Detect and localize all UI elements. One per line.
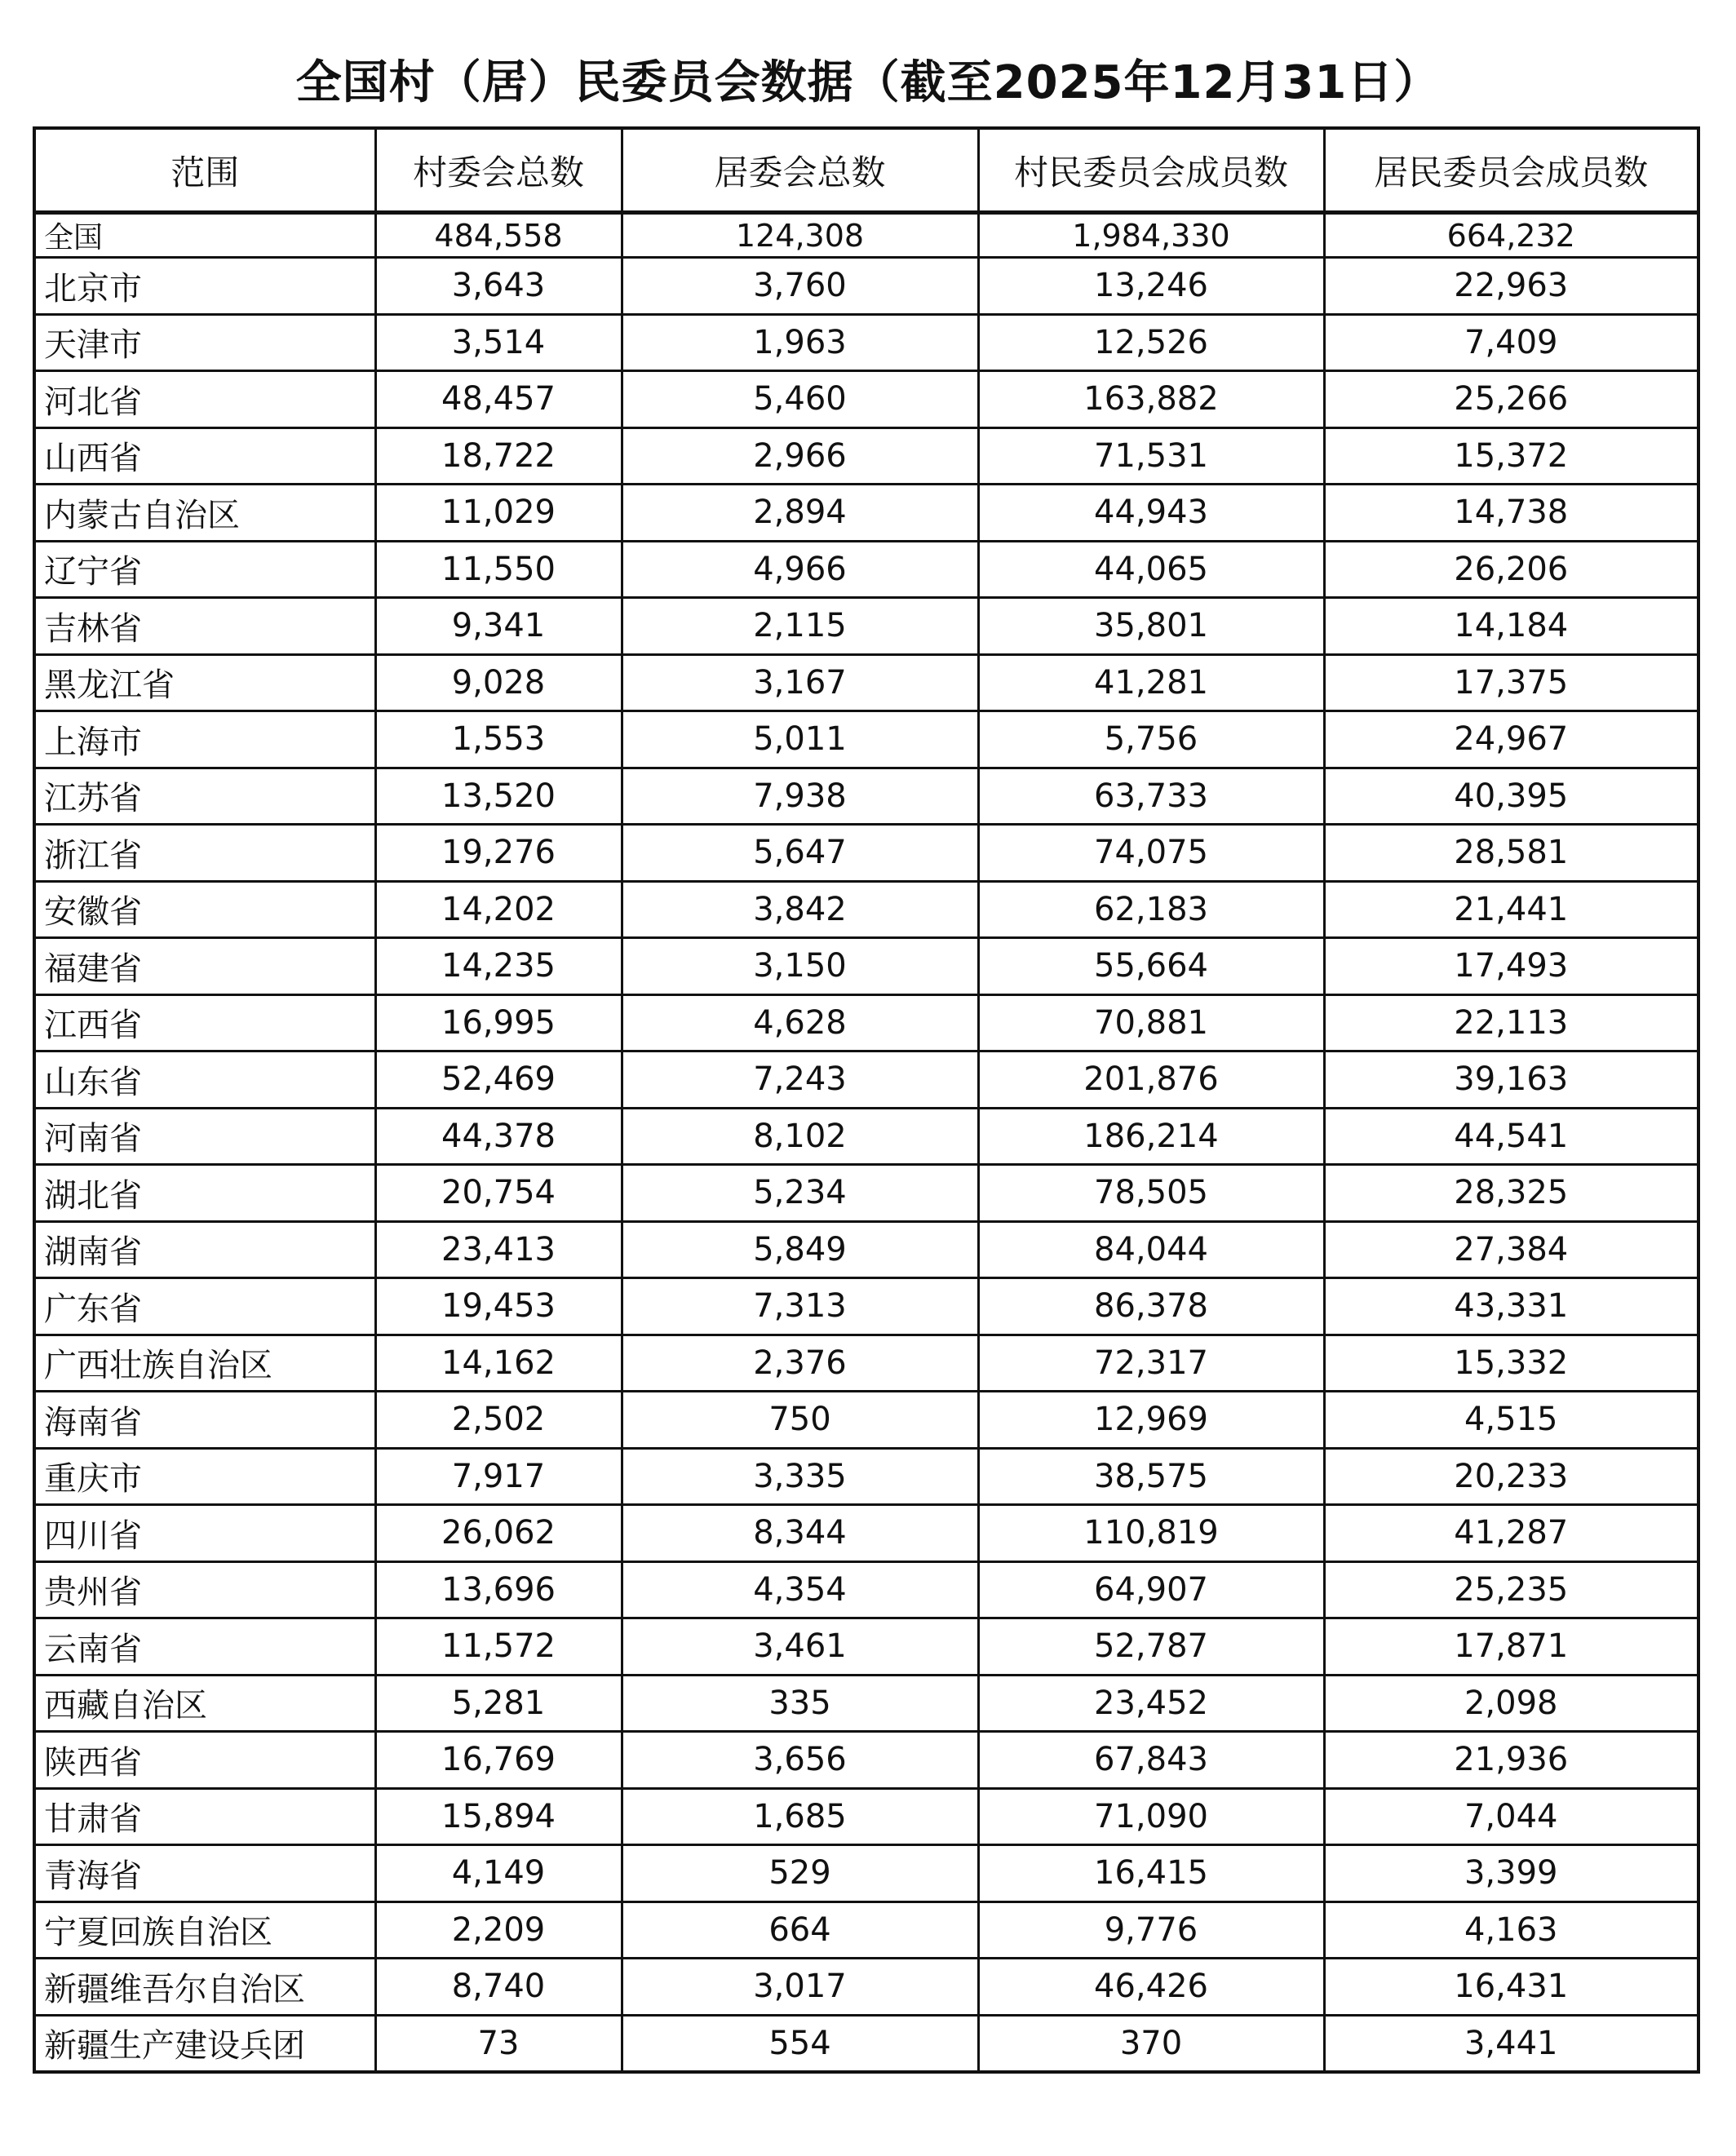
village-member-count-cell: 35,801 [978,598,1324,655]
resident-committee-count-cell: 3,335 [622,1448,978,1505]
village-committee-count-cell: 11,550 [375,541,622,598]
region-cell: 天津市 [34,314,375,371]
village-committee-count-cell: 9,028 [375,654,622,711]
region-cell: 辽宁省 [34,541,375,598]
region-cell: 云南省 [34,1618,375,1676]
region-cell: 西藏自治区 [34,1675,375,1732]
region-cell: 青海省 [34,1845,375,1902]
table-row [34,1278,1698,1335]
village-committee-count-cell: 44,378 [375,1108,622,1165]
resident-member-count-cell: 16,431 [1324,1959,1698,2016]
region-cell: 黑龙江省 [34,654,375,711]
header-row [34,128,1698,213]
village-committee-count-cell: 11,029 [375,485,622,542]
region-cell: 广西壮族自治区 [34,1335,375,1392]
resident-committee-count-cell: 5,849 [622,1221,978,1278]
village-member-count-cell: 78,505 [978,1165,1324,1222]
village-member-count-cell: 84,044 [978,1221,1324,1278]
table-row [34,1901,1698,1959]
table-row [34,1108,1698,1165]
region-cell: 安徽省 [34,881,375,938]
village-member-count-cell: 201,876 [978,1051,1324,1109]
region-cell: 新疆维吾尔自治区 [34,1959,375,2016]
village-member-count-cell: 38,575 [978,1448,1324,1505]
region-cell: 福建省 [34,938,375,995]
resident-member-count-cell: 15,372 [1324,427,1698,485]
resident-member-count-cell: 17,375 [1324,654,1698,711]
page-title: 全国村（居）民委员会数据（截至2025年12月31日） [295,56,1441,109]
region-cell: 湖南省 [34,1221,375,1278]
region-cell: 浙江省 [34,825,375,882]
resident-committee-count-cell: 554 [622,2015,978,2072]
resident-committee-count-cell: 750 [622,1392,978,1449]
village-committee-count-cell: 19,453 [375,1278,622,1335]
village-member-count-cell: 64,907 [978,1561,1324,1618]
table-row [34,1675,1698,1732]
region-cell: 广东省 [34,1278,375,1335]
resident-committee-count-cell: 7,938 [622,768,978,825]
resident-member-count-cell: 664,232 [1324,213,1698,258]
resident-member-count-cell: 25,235 [1324,1561,1698,1618]
resident-member-count-cell: 3,441 [1324,2015,1698,2072]
column-header-village-members: 村民委员会成员数 [978,128,1324,213]
resident-committee-count-cell: 8,102 [622,1108,978,1165]
table-body [34,213,1698,2073]
resident-committee-count-cell: 2,115 [622,598,978,655]
village-member-count-cell: 370 [978,2015,1324,2072]
region-cell: 上海市 [34,711,375,768]
column-header-village-committees: 村委会总数 [375,128,622,213]
region-cell: 陕西省 [34,1732,375,1789]
table-row [34,598,1698,655]
village-committee-count-cell: 73 [375,2015,622,2072]
village-member-count-cell: 72,317 [978,1335,1324,1392]
resident-committee-count-cell: 335 [622,1675,978,1732]
village-committee-count-cell: 14,235 [375,938,622,995]
resident-committee-count-cell: 4,354 [622,1561,978,1618]
table-row [34,1618,1698,1676]
table-row [34,938,1698,995]
village-committee-count-cell: 52,469 [375,1051,622,1109]
region-cell: 宁夏回族自治区 [34,1901,375,1959]
region-cell: 贵州省 [34,1561,375,1618]
resident-member-count-cell: 28,581 [1324,825,1698,882]
resident-member-count-cell: 25,266 [1324,371,1698,428]
village-member-count-cell: 67,843 [978,1732,1324,1789]
table-row [34,1732,1698,1789]
resident-committee-count-cell: 529 [622,1845,978,1902]
region-cell: 吉林省 [34,598,375,655]
resident-member-count-cell: 21,936 [1324,1732,1698,1789]
resident-committee-count-cell: 2,894 [622,485,978,542]
village-member-count-cell: 13,246 [978,258,1324,315]
table-row [34,541,1698,598]
village-member-count-cell: 5,756 [978,711,1324,768]
table-row [34,881,1698,938]
resident-committee-count-cell: 3,167 [622,654,978,711]
resident-committee-count-cell: 7,313 [622,1278,978,1335]
village-committee-count-cell: 14,162 [375,1335,622,1392]
village-committee-count-cell: 2,502 [375,1392,622,1449]
village-committee-count-cell: 3,514 [375,314,622,371]
table-row [34,654,1698,711]
resident-member-count-cell: 14,738 [1324,485,1698,542]
resident-member-count-cell: 7,409 [1324,314,1698,371]
table-row [34,1392,1698,1449]
table-row [34,1165,1698,1222]
village-committee-count-cell: 16,769 [375,1732,622,1789]
village-member-count-cell: 63,733 [978,768,1324,825]
resident-member-count-cell: 17,493 [1324,938,1698,995]
village-member-count-cell: 74,075 [978,825,1324,882]
resident-member-count-cell: 44,541 [1324,1108,1698,1165]
region-cell: 四川省 [34,1505,375,1562]
village-committee-count-cell: 2,209 [375,1901,622,1959]
resident-member-count-cell: 43,331 [1324,1278,1698,1335]
village-committee-count-cell: 4,149 [375,1845,622,1902]
village-committee-count-cell: 23,413 [375,1221,622,1278]
village-committee-count-cell: 14,202 [375,881,622,938]
village-member-count-cell: 23,452 [978,1675,1324,1732]
region-cell: 北京市 [34,258,375,315]
resident-committee-count-cell: 5,011 [622,711,978,768]
village-committee-count-cell: 26,062 [375,1505,622,1562]
resident-member-count-cell: 14,184 [1324,598,1698,655]
resident-committee-count-cell: 4,966 [622,541,978,598]
region-cell: 山西省 [34,427,375,485]
region-cell: 江苏省 [34,768,375,825]
resident-member-count-cell: 24,967 [1324,711,1698,768]
resident-member-count-cell: 40,395 [1324,768,1698,825]
column-header-region: 范围 [34,128,375,213]
village-committee-count-cell: 8,740 [375,1959,622,2016]
resident-committee-count-cell: 7,243 [622,1051,978,1109]
village-member-count-cell: 44,065 [978,541,1324,598]
village-committee-count-cell: 7,917 [375,1448,622,1505]
village-committee-count-cell: 13,696 [375,1561,622,1618]
village-member-count-cell: 16,415 [978,1845,1324,1902]
resident-member-count-cell: 3,399 [1324,1845,1698,1902]
village-committee-count-cell: 13,520 [375,768,622,825]
village-committee-count-cell: 11,572 [375,1618,622,1676]
village-member-count-cell: 52,787 [978,1618,1324,1676]
table-row [34,2015,1698,2072]
table-row [34,427,1698,485]
table-row [34,994,1698,1051]
resident-member-count-cell: 26,206 [1324,541,1698,598]
table-row [34,1845,1698,1902]
resident-member-count-cell: 15,332 [1324,1335,1698,1392]
table-row [34,825,1698,882]
table-row [34,1561,1698,1618]
resident-committee-count-cell: 3,842 [622,881,978,938]
region-cell: 海南省 [34,1392,375,1449]
region-cell: 新疆生产建设兵团 [34,2015,375,2072]
village-member-count-cell: 1,984,330 [978,213,1324,258]
resident-committee-count-cell: 1,685 [622,1788,978,1845]
village-member-count-cell: 186,214 [978,1108,1324,1165]
resident-committee-count-cell: 3,461 [622,1618,978,1676]
village-member-count-cell: 12,526 [978,314,1324,371]
village-committee-count-cell: 9,341 [375,598,622,655]
region-cell: 全国 [34,213,375,258]
village-member-count-cell: 12,969 [978,1392,1324,1449]
table-row [34,1221,1698,1278]
village-committee-count-cell: 18,722 [375,427,622,485]
resident-member-count-cell: 7,044 [1324,1788,1698,1845]
resident-committee-count-cell: 5,234 [622,1165,978,1222]
resident-committee-count-cell: 124,308 [622,213,978,258]
village-member-count-cell: 9,776 [978,1901,1324,1959]
village-committee-count-cell: 15,894 [375,1788,622,1845]
village-committee-count-cell: 20,754 [375,1165,622,1222]
table-row [34,1959,1698,2016]
village-committee-count-cell: 5,281 [375,1675,622,1732]
region-cell: 江西省 [34,994,375,1051]
resident-member-count-cell: 41,287 [1324,1505,1698,1562]
resident-committee-count-cell: 2,376 [622,1335,978,1392]
village-committee-count-cell: 3,643 [375,258,622,315]
resident-member-count-cell: 20,233 [1324,1448,1698,1505]
resident-committee-count-cell: 4,628 [622,994,978,1051]
village-member-count-cell: 71,090 [978,1788,1324,1845]
resident-member-count-cell: 39,163 [1324,1051,1698,1109]
table-row [34,768,1698,825]
village-member-count-cell: 46,426 [978,1959,1324,2016]
table-row [34,1505,1698,1562]
national-total-row [34,213,1698,258]
table-row [34,1051,1698,1109]
table-row [34,314,1698,371]
resident-committee-count-cell: 3,017 [622,1959,978,2016]
resident-member-count-cell: 4,163 [1324,1901,1698,1959]
table-row [34,1335,1698,1392]
village-member-count-cell: 44,943 [978,485,1324,542]
village-committee-count-cell: 1,553 [375,711,622,768]
village-member-count-cell: 62,183 [978,881,1324,938]
region-cell: 河北省 [34,371,375,428]
village-member-count-cell: 71,531 [978,427,1324,485]
village-member-count-cell: 110,819 [978,1505,1324,1562]
column-header-resident-committees: 居委会总数 [622,128,978,213]
region-cell: 山东省 [34,1051,375,1109]
data-table [33,126,1700,2074]
table-row [34,711,1698,768]
table-row [34,371,1698,428]
village-member-count-cell: 70,881 [978,994,1324,1051]
village-member-count-cell: 55,664 [978,938,1324,995]
resident-member-count-cell: 22,113 [1324,994,1698,1051]
resident-member-count-cell: 4,515 [1324,1392,1698,1449]
resident-committee-count-cell: 1,963 [622,314,978,371]
village-committee-count-cell: 484,558 [375,213,622,258]
village-member-count-cell: 86,378 [978,1278,1324,1335]
resident-member-count-cell: 22,963 [1324,258,1698,315]
resident-member-count-cell: 28,325 [1324,1165,1698,1222]
village-committee-count-cell: 19,276 [375,825,622,882]
region-cell: 内蒙古自治区 [34,485,375,542]
resident-member-count-cell: 21,441 [1324,881,1698,938]
village-committee-count-cell: 16,995 [375,994,622,1051]
resident-committee-count-cell: 5,460 [622,371,978,428]
table-row [34,1448,1698,1505]
table-row [34,258,1698,315]
resident-committee-count-cell: 3,760 [622,258,978,315]
table-row [34,485,1698,542]
resident-member-count-cell: 17,871 [1324,1618,1698,1676]
resident-committee-count-cell: 5,647 [622,825,978,882]
resident-committee-count-cell: 3,656 [622,1732,978,1789]
resident-committee-count-cell: 664 [622,1901,978,1959]
village-member-count-cell: 163,882 [978,371,1324,428]
table-row [34,1788,1698,1845]
region-cell: 湖北省 [34,1165,375,1222]
resident-committee-count-cell: 8,344 [622,1505,978,1562]
resident-member-count-cell: 27,384 [1324,1221,1698,1278]
resident-committee-count-cell: 3,150 [622,938,978,995]
village-committee-count-cell: 48,457 [375,371,622,428]
region-cell: 甘肃省 [34,1788,375,1845]
column-header-resident-members: 居民委员会成员数 [1324,128,1698,213]
region-cell: 重庆市 [34,1448,375,1505]
village-member-count-cell: 41,281 [978,654,1324,711]
region-cell: 河南省 [34,1108,375,1165]
resident-member-count-cell: 2,098 [1324,1675,1698,1732]
resident-committee-count-cell: 2,966 [622,427,978,485]
